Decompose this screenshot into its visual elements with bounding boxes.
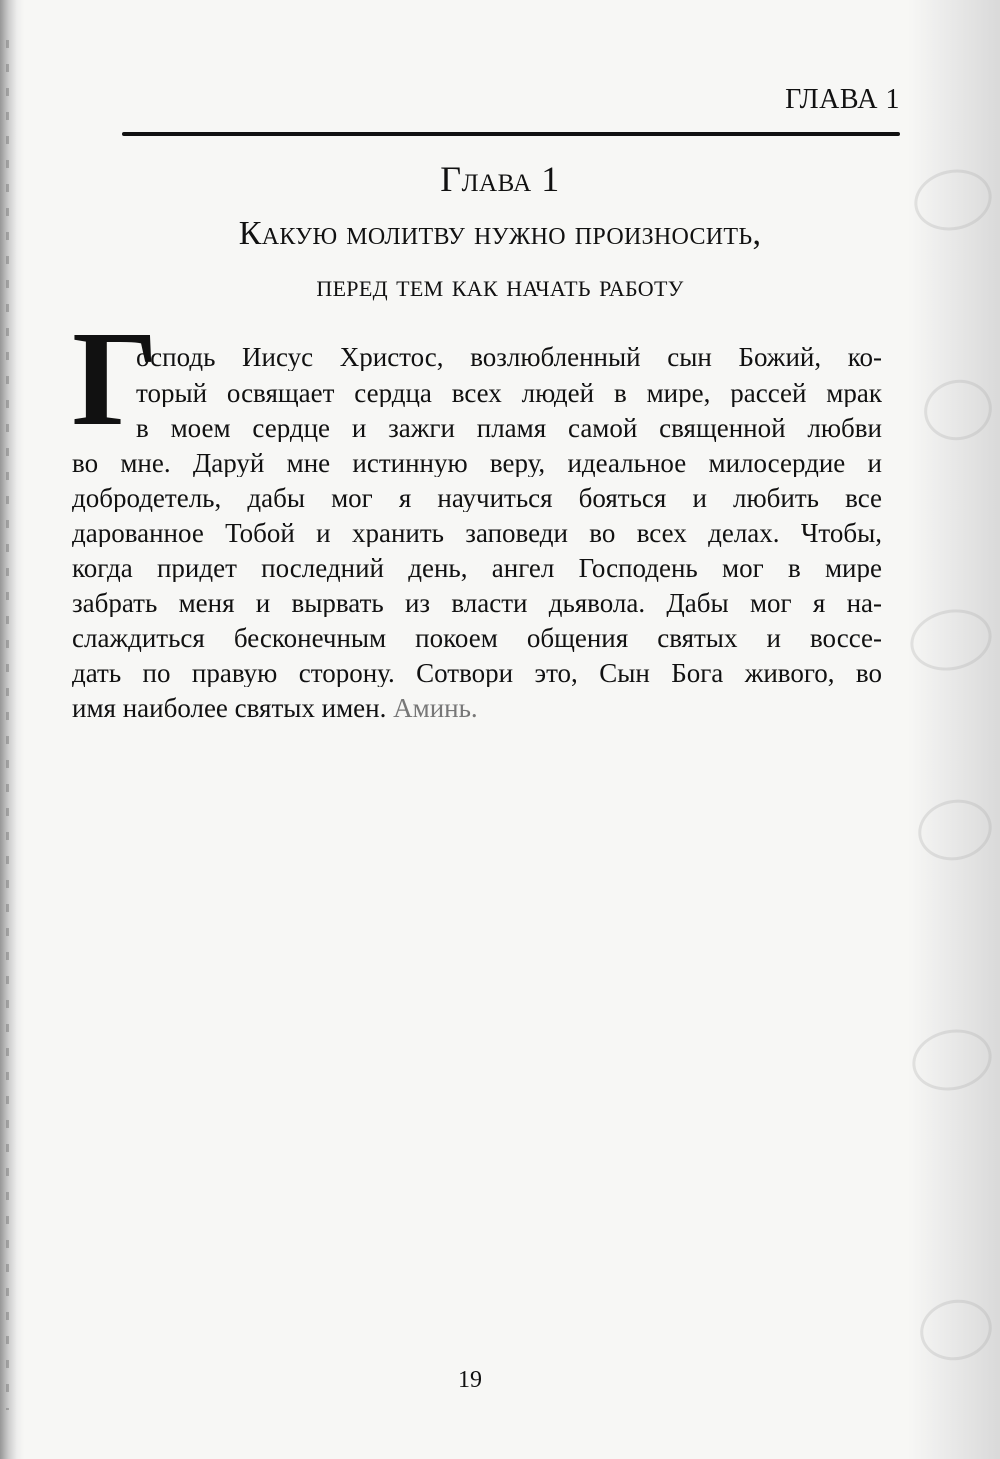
body-line-7: когда придет последний день, ангел Господень мог в мире [72,555,882,582]
facing-page-bleed [908,0,1000,1459]
body-line-2: торый освящает сердца всех людей в мире, рассей мрак [136,380,882,407]
body-line-5: добродетель, дабы мог я научиться бояться и любить все [72,485,882,512]
page-number: 19 [458,1367,482,1393]
bleed-mark [915,1293,998,1367]
bleed-mark [909,163,998,238]
chapter-subtitle-line-1: Какую молитву нужно произносить, [238,215,762,252]
running-head: ГЛАВА 1 [785,84,900,115]
chapter-subtitle-line-2: перед тем как начать работу [316,267,684,303]
body-line-3: в моем сердце и зажги пламя самой священной любви [136,415,882,442]
bleed-mark [905,602,998,678]
amen-word: Аминь. [386,695,478,722]
chapter-title: Глава 1 [440,159,560,199]
body-line-8: забрать меня и вырвать из власти дьявола. Дабы мог я на- [72,590,882,617]
bleed-mark [907,1022,998,1097]
body-line-10: дать по правую сторону. Сотвори это, Сын Бога живого, во [72,660,882,687]
drop-cap: Г [72,304,159,454]
header-rule [122,132,900,136]
bleed-mark [913,793,998,867]
body-line-11 [72,695,562,722]
body-line-11-main: имя наиболее святых имен. [72,695,387,722]
body-line-9: слаждиться бесконечным покоем общения святых и воссе- [72,625,882,652]
body-line-4: во мне. Даруй мне истинную веру, идеальное милосердие и [72,450,882,477]
scan-shadow-left [0,0,24,1459]
body-line-6: дарованное Тобой и хранить заповеди во всех делах. Чтобы, [72,520,882,547]
body-line-1: осподь Иисус Христос, возлюбленный сын Божий, ко- [136,344,882,371]
bleed-mark [919,374,998,447]
